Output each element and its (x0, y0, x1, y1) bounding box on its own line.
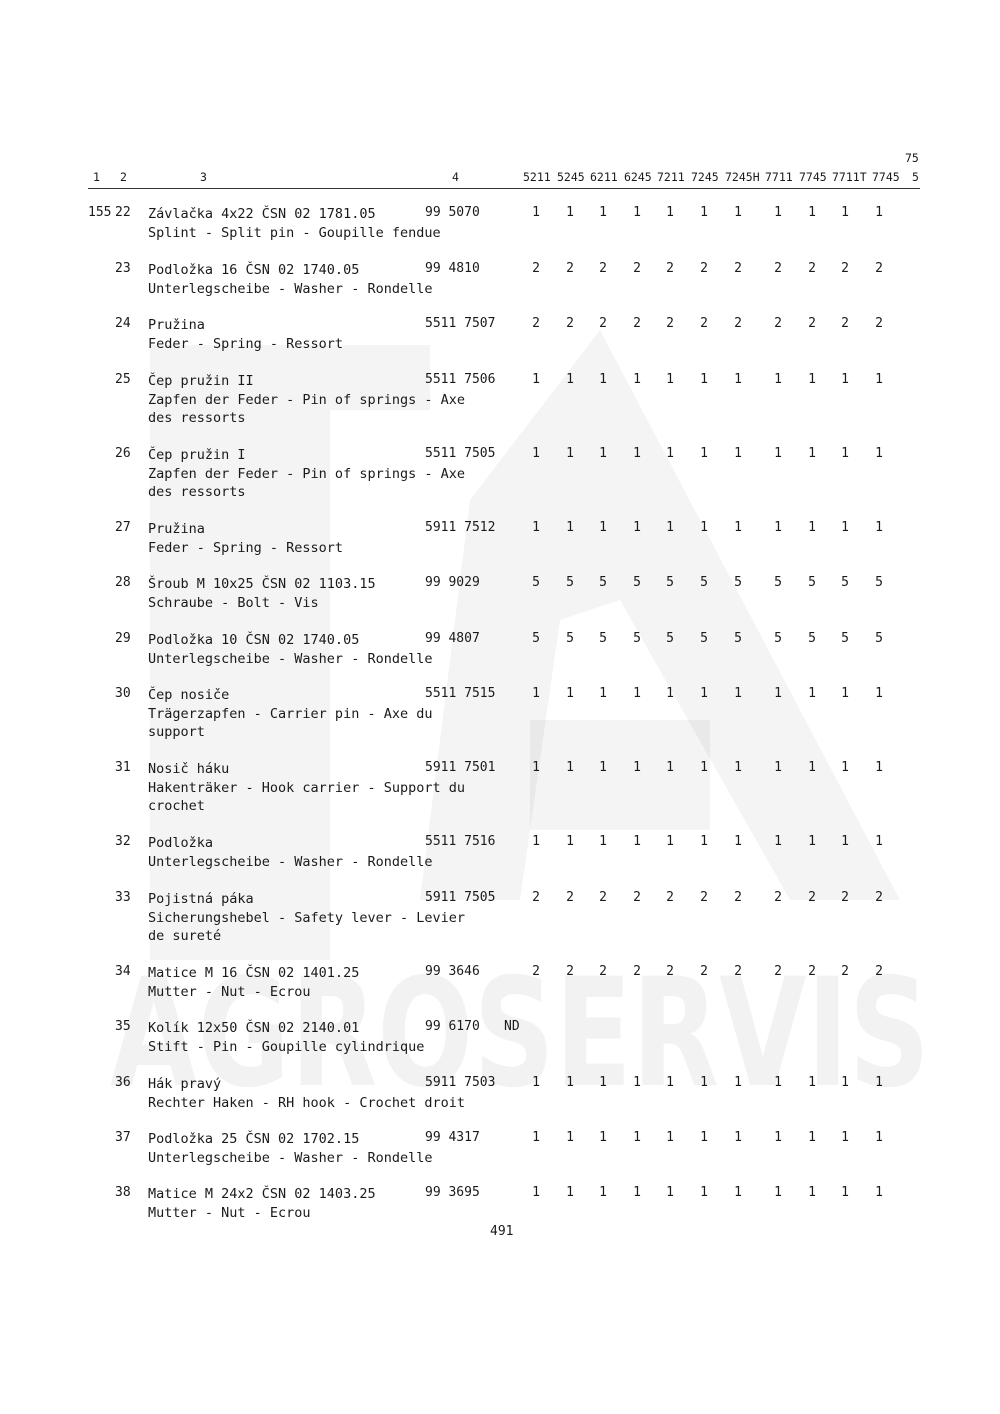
nd-marker: ND (504, 1019, 520, 1034)
item-number: 37 (115, 1130, 131, 1145)
item-number: 25 (115, 372, 131, 387)
description-line: crochet (148, 798, 205, 814)
quantity-cell: 1 (633, 760, 641, 775)
quantity-cell: 1 (532, 686, 540, 701)
quantity-cell: 2 (875, 890, 883, 905)
description-line: Pružina (148, 317, 205, 333)
quantity-cell: 1 (774, 686, 782, 701)
part-code: 5911 7503 (425, 1075, 496, 1090)
quantity-cell: 5 (532, 631, 540, 646)
description-line: Kolík 12x50 ČSN 02 2140.01 (148, 1020, 360, 1036)
quantity-cell: 1 (734, 686, 742, 701)
quantity-cell: 5 (700, 631, 708, 646)
quantity-cell: 2 (599, 316, 607, 331)
quantity-cell: 1 (633, 520, 641, 535)
column-header: 2 (120, 170, 127, 184)
description-line: Podložka 25 ČSN 02 1702.15 (148, 1131, 360, 1147)
quantity-cell: 5 (875, 631, 883, 646)
quantity-cell: 1 (875, 1185, 883, 1200)
quantity-cell: 1 (808, 205, 816, 220)
quantity-cell: 5 (666, 631, 674, 646)
part-description (148, 760, 465, 816)
quantity-cell: 1 (532, 834, 540, 849)
part-description (148, 686, 432, 742)
quantity-cell: 1 (532, 1185, 540, 1200)
quantity-cell: 1 (734, 834, 742, 849)
quantity-cell: 5 (666, 575, 674, 590)
quantity-cell: 2 (566, 890, 574, 905)
quantity-cell: 1 (774, 446, 782, 461)
part-description (148, 834, 432, 871)
quantity-cell: 1 (700, 372, 708, 387)
quantity-cell: 1 (700, 446, 708, 461)
part-code: 5511 7516 (425, 834, 496, 849)
quantity-cell: 1 (666, 1075, 674, 1090)
part-description (148, 890, 465, 946)
quantity-cell: 1 (633, 372, 641, 387)
column-header: 7211 (657, 170, 685, 184)
part-code: 99 4807 (425, 631, 480, 646)
quantity-cell: 1 (700, 1075, 708, 1090)
item-number: 34 (115, 964, 131, 979)
quantity-cell: 2 (841, 890, 849, 905)
quantity-cell: 1 (734, 372, 742, 387)
quantity-cell: 2 (774, 316, 782, 331)
description-line: Matice M 16 ČSN 02 1401.25 (148, 965, 360, 981)
quantity-cell: 5 (566, 575, 574, 590)
quantity-cell: 2 (734, 964, 742, 979)
quantity-cell: 1 (633, 834, 641, 849)
part-code: 99 3695 (425, 1185, 480, 1200)
quantity-cell: 1 (875, 834, 883, 849)
quantity-cell: 2 (700, 316, 708, 331)
quantity-cell: 5 (875, 575, 883, 590)
quantity-cell: 1 (700, 686, 708, 701)
quantity-cell: 1 (841, 1130, 849, 1145)
quantity-cell: 2 (875, 261, 883, 276)
quantity-cell: 1 (700, 1130, 708, 1145)
quantity-cell: 1 (599, 1130, 607, 1145)
quantity-cell: 5 (599, 575, 607, 590)
quantity-cell: 1 (700, 520, 708, 535)
quantity-cell: 2 (666, 316, 674, 331)
item-number: 23 (115, 261, 131, 276)
part-description (148, 964, 359, 1001)
quantity-cell: 1 (734, 1130, 742, 1145)
quantity-cell: 2 (599, 261, 607, 276)
quantity-cell: 1 (808, 760, 816, 775)
description-line: Závlačka 4x22 ČSN 02 1781.05 (148, 206, 376, 222)
item-number: 27 (115, 520, 131, 535)
quantity-cell: 5 (774, 575, 782, 590)
quantity-cell: 1 (774, 520, 782, 535)
description-line: Unterlegscheibe - Washer - Rondelle (148, 280, 433, 297)
part-code: 5911 7505 (425, 890, 496, 905)
quantity-cell: 1 (566, 1130, 574, 1145)
quantity-cell: 1 (666, 205, 674, 220)
quantity-cell: 2 (532, 964, 540, 979)
quantity-cell: 1 (774, 205, 782, 220)
quantity-cell: 2 (774, 890, 782, 905)
quantity-cell: 1 (599, 1185, 607, 1200)
description-line: Zapfen der Feder - Pin of springs - Axe (148, 465, 465, 482)
item-number: 33 (115, 890, 131, 905)
quantity-cell: 2 (841, 316, 849, 331)
quantity-cell: 1 (808, 834, 816, 849)
quantity-cell: 1 (532, 520, 540, 535)
description-line: Feder - Spring - Ressort (148, 335, 344, 352)
quantity-cell: 2 (734, 890, 742, 905)
quantity-cell: 2 (532, 890, 540, 905)
quantity-cell: 1 (808, 372, 816, 387)
quantity-cell: 5 (700, 575, 708, 590)
quantity-cell: 1 (808, 686, 816, 701)
part-code: 5511 7515 (425, 686, 496, 701)
description-line: Pojistná páka (148, 891, 254, 907)
description-line: Pružina (148, 521, 205, 537)
quantity-cell: 5 (532, 575, 540, 590)
quantity-cell: 1 (633, 446, 641, 461)
description-line: Hák pravý (148, 1076, 222, 1092)
quantity-cell: 1 (774, 1185, 782, 1200)
column-header: 5 (912, 170, 919, 184)
quantity-cell: 1 (875, 520, 883, 535)
part-description (148, 1019, 424, 1056)
quantity-cell: 2 (566, 316, 574, 331)
item-number: 38 (115, 1185, 131, 1200)
quantity-cell: 2 (774, 964, 782, 979)
quantity-cell: 1 (774, 760, 782, 775)
description-line: Podložka 10 ČSN 02 1740.05 (148, 632, 360, 648)
description-line: Sicherungshebel - Safety lever - Levier (148, 909, 465, 926)
quantity-cell: 2 (633, 261, 641, 276)
quantity-cell: 1 (841, 834, 849, 849)
position-number: 155 (88, 205, 112, 220)
quantity-cell: 2 (808, 261, 816, 276)
part-code: 5911 7512 (425, 520, 496, 535)
quantity-cell: 1 (599, 686, 607, 701)
quantity-cell: 1 (734, 446, 742, 461)
quantity-cell: 1 (841, 760, 849, 775)
quantity-cell: 1 (666, 520, 674, 535)
part-description (148, 520, 343, 557)
quantity-cell: 1 (734, 1185, 742, 1200)
quantity-cell: 2 (599, 890, 607, 905)
quantity-cell: 1 (875, 1130, 883, 1145)
quantity-cell: 5 (633, 575, 641, 590)
part-description (148, 1130, 432, 1167)
quantity-cell: 1 (774, 834, 782, 849)
quantity-cell: 2 (633, 964, 641, 979)
quantity-cell: 1 (808, 1130, 816, 1145)
part-description (148, 631, 432, 668)
item-number: 26 (115, 446, 131, 461)
quantity-cell: 2 (633, 316, 641, 331)
description-line: de sureté (148, 928, 222, 944)
quantity-cell: 1 (566, 834, 574, 849)
quantity-cell: 2 (700, 261, 708, 276)
quantity-cell: 2 (774, 261, 782, 276)
column-header: 1 (93, 170, 100, 184)
quantity-cell: 5 (566, 631, 574, 646)
quantity-cell: 2 (808, 890, 816, 905)
description-line: Šroub M 10x25 ČSN 02 1103.15 (148, 576, 376, 592)
part-code: 5911 7501 (425, 760, 496, 775)
quantity-cell: 1 (774, 1130, 782, 1145)
quantity-cell: 1 (566, 446, 574, 461)
column-header: 7711T (832, 170, 867, 184)
description-line: Mutter - Nut - Ecrou (148, 983, 311, 1000)
quantity-cell: 2 (875, 964, 883, 979)
description-line: Nosič háku (148, 761, 230, 777)
description-line: des ressorts (148, 410, 246, 426)
quantity-cell: 2 (841, 964, 849, 979)
item-number: 29 (115, 631, 131, 646)
quantity-cell: 1 (633, 686, 641, 701)
quantity-cell: 2 (666, 964, 674, 979)
quantity-cell: 5 (808, 575, 816, 590)
quantity-cell: 1 (808, 520, 816, 535)
quantity-cell: 1 (633, 1185, 641, 1200)
column-header: 7245H (725, 170, 760, 184)
quantity-cell: 5 (734, 575, 742, 590)
description-line: support (148, 724, 205, 740)
part-code: 99 4317 (425, 1130, 480, 1145)
quantity-cell: 1 (566, 1185, 574, 1200)
item-number: 28 (115, 575, 131, 590)
column-header: 6211 (590, 170, 618, 184)
description-line: Mutter - Nut - Ecrou (148, 1204, 311, 1221)
quantity-cell: 1 (566, 760, 574, 775)
quantity-cell: 2 (700, 890, 708, 905)
quantity-cell: 1 (599, 520, 607, 535)
quantity-cell: 1 (566, 686, 574, 701)
quantity-cell: 1 (532, 760, 540, 775)
item-number: 24 (115, 316, 131, 331)
quantity-cell: 2 (666, 890, 674, 905)
quantity-cell: 2 (566, 964, 574, 979)
column-header: 6245 (624, 170, 652, 184)
quantity-cell: 2 (633, 890, 641, 905)
quantity-cell: 1 (841, 520, 849, 535)
quantity-cell: 5 (774, 631, 782, 646)
quantity-cell: 5 (841, 575, 849, 590)
description-line: Čep pružin I (148, 447, 246, 463)
quantity-cell: 1 (841, 446, 849, 461)
quantity-cell: 1 (841, 686, 849, 701)
quantity-cell: 2 (734, 261, 742, 276)
quantity-cell: 1 (566, 205, 574, 220)
quantity-cell: 5 (599, 631, 607, 646)
quantity-cell: 1 (532, 446, 540, 461)
part-code: 99 6170 (425, 1019, 480, 1034)
description-line: Stift - Pin - Goupille cylindrique (148, 1038, 425, 1055)
quantity-cell: 1 (841, 205, 849, 220)
item-number: 31 (115, 760, 131, 775)
column-header: 7745 (872, 170, 900, 184)
quantity-cell: 1 (734, 205, 742, 220)
quantity-cell: 1 (666, 372, 674, 387)
quantity-cell: 1 (734, 520, 742, 535)
part-description (148, 575, 376, 612)
quantity-cell: 1 (532, 205, 540, 220)
part-code: 99 4810 (425, 261, 480, 276)
description-line: Hakenträker - Hook carrier - Support du (148, 779, 465, 796)
quantity-cell: 1 (841, 1075, 849, 1090)
quantity-cell: 1 (808, 446, 816, 461)
column-header: 7245 (691, 170, 719, 184)
quantity-cell: 5 (841, 631, 849, 646)
quantity-cell: 5 (633, 631, 641, 646)
quantity-cell: 2 (532, 261, 540, 276)
quantity-cell: 5 (734, 631, 742, 646)
quantity-cell: 1 (875, 760, 883, 775)
quantity-cell: 1 (774, 1075, 782, 1090)
description-line: Unterlegscheibe - Washer - Rondelle (148, 1149, 433, 1166)
quantity-cell: 1 (875, 446, 883, 461)
column-header: 5245 (557, 170, 585, 184)
quantity-cell: 1 (700, 1185, 708, 1200)
quantity-cell: 1 (633, 1075, 641, 1090)
quantity-cell: 1 (841, 1185, 849, 1200)
part-description (148, 261, 432, 298)
quantity-cell: 1 (841, 372, 849, 387)
quantity-cell: 1 (566, 372, 574, 387)
quantity-cell: 1 (666, 1185, 674, 1200)
quantity-cell: 2 (841, 261, 849, 276)
description-line: Čep pružin II (148, 373, 254, 389)
quantity-cell: 1 (700, 834, 708, 849)
item-number: 32 (115, 834, 131, 849)
quantity-cell: 1 (599, 760, 607, 775)
quantity-cell: 2 (599, 964, 607, 979)
quantity-cell: 1 (875, 686, 883, 701)
column-header: 7745 (799, 170, 827, 184)
quantity-cell: 1 (875, 205, 883, 220)
part-description (148, 1075, 465, 1112)
description-line: Podložka 16 ČSN 02 1740.05 (148, 262, 360, 278)
quantity-cell: 2 (734, 316, 742, 331)
item-number: 22 (115, 205, 131, 220)
quantity-cell: 2 (666, 261, 674, 276)
quantity-cell: 5 (808, 631, 816, 646)
part-description (148, 316, 343, 353)
part-code: 99 9029 (425, 575, 480, 590)
quantity-cell: 1 (875, 372, 883, 387)
part-description (148, 446, 465, 502)
quantity-cell: 1 (734, 760, 742, 775)
quantity-cell: 1 (566, 520, 574, 535)
quantity-cell: 2 (532, 316, 540, 331)
column-header: 4 (452, 170, 459, 184)
quantity-cell: 1 (808, 1185, 816, 1200)
quantity-cell: 1 (774, 372, 782, 387)
part-code: 5511 7507 (425, 316, 496, 331)
quantity-cell: 1 (700, 205, 708, 220)
part-code: 5511 7506 (425, 372, 496, 387)
quantity-cell: 1 (633, 205, 641, 220)
page-number: 491 (490, 1224, 514, 1239)
quantity-cell: 1 (599, 372, 607, 387)
quantity-cell: 1 (633, 1130, 641, 1145)
description-line: Unterlegscheibe - Washer - Rondelle (148, 853, 433, 870)
quantity-cell: 1 (666, 834, 674, 849)
quantity-cell: 1 (599, 1075, 607, 1090)
part-code: 99 3646 (425, 964, 480, 979)
column-header: 7711 (765, 170, 793, 184)
column-header: 3 (200, 170, 207, 184)
description-line: des ressorts (148, 484, 246, 500)
column-header: 5211 (523, 170, 551, 184)
quantity-cell: 1 (734, 1075, 742, 1090)
description-line: Čep nosiče (148, 687, 230, 703)
item-number: 35 (115, 1019, 131, 1034)
quantity-cell: 2 (566, 261, 574, 276)
quantity-cell: 2 (700, 964, 708, 979)
header-rule (88, 188, 920, 189)
part-description (148, 1185, 376, 1222)
description-line: Schraube - Bolt - Vis (148, 594, 319, 611)
quantity-cell: 1 (875, 1075, 883, 1090)
description-line: Rechter Haken - RH hook - Crochet droit (148, 1094, 465, 1111)
item-number: 36 (115, 1075, 131, 1090)
item-number: 30 (115, 686, 131, 701)
part-code: 5511 7505 (425, 446, 496, 461)
quantity-cell: 1 (532, 1130, 540, 1145)
description-line: Podložka (148, 835, 214, 851)
quantity-cell: 1 (666, 1130, 674, 1145)
quantity-cell: 1 (599, 205, 607, 220)
quantity-cell: 2 (808, 964, 816, 979)
quantity-cell: 1 (532, 372, 540, 387)
quantity-cell: 1 (666, 446, 674, 461)
description-line: Zapfen der Feder - Pin of springs - Axe (148, 391, 465, 408)
quantity-cell: 1 (666, 760, 674, 775)
quantity-cell: 2 (875, 316, 883, 331)
quantity-cell: 1 (599, 446, 607, 461)
description-line: Unterlegscheibe - Washer - Rondelle (148, 650, 433, 667)
description-line: Splint - Split pin - Goupille fendue (148, 224, 441, 241)
description-line: Feder - Spring - Ressort (148, 539, 344, 556)
quantity-cell: 1 (599, 834, 607, 849)
part-code: 99 5070 (425, 205, 480, 220)
part-description (148, 372, 465, 428)
description-line: Matice M 24x2 ČSN 02 1403.25 (148, 1186, 376, 1202)
quantity-cell: 2 (808, 316, 816, 331)
quantity-cell: 1 (808, 1075, 816, 1090)
watermark-text: AGROSERVIS (110, 947, 930, 1121)
quantity-cell: 1 (532, 1075, 540, 1090)
page-corner-number: 75 (905, 151, 919, 165)
quantity-cell: 1 (566, 1075, 574, 1090)
quantity-cell: 1 (666, 686, 674, 701)
description-line: Trägerzapfen - Carrier pin - Axe du (148, 705, 433, 722)
part-description (148, 205, 441, 242)
quantity-cell: 1 (700, 760, 708, 775)
